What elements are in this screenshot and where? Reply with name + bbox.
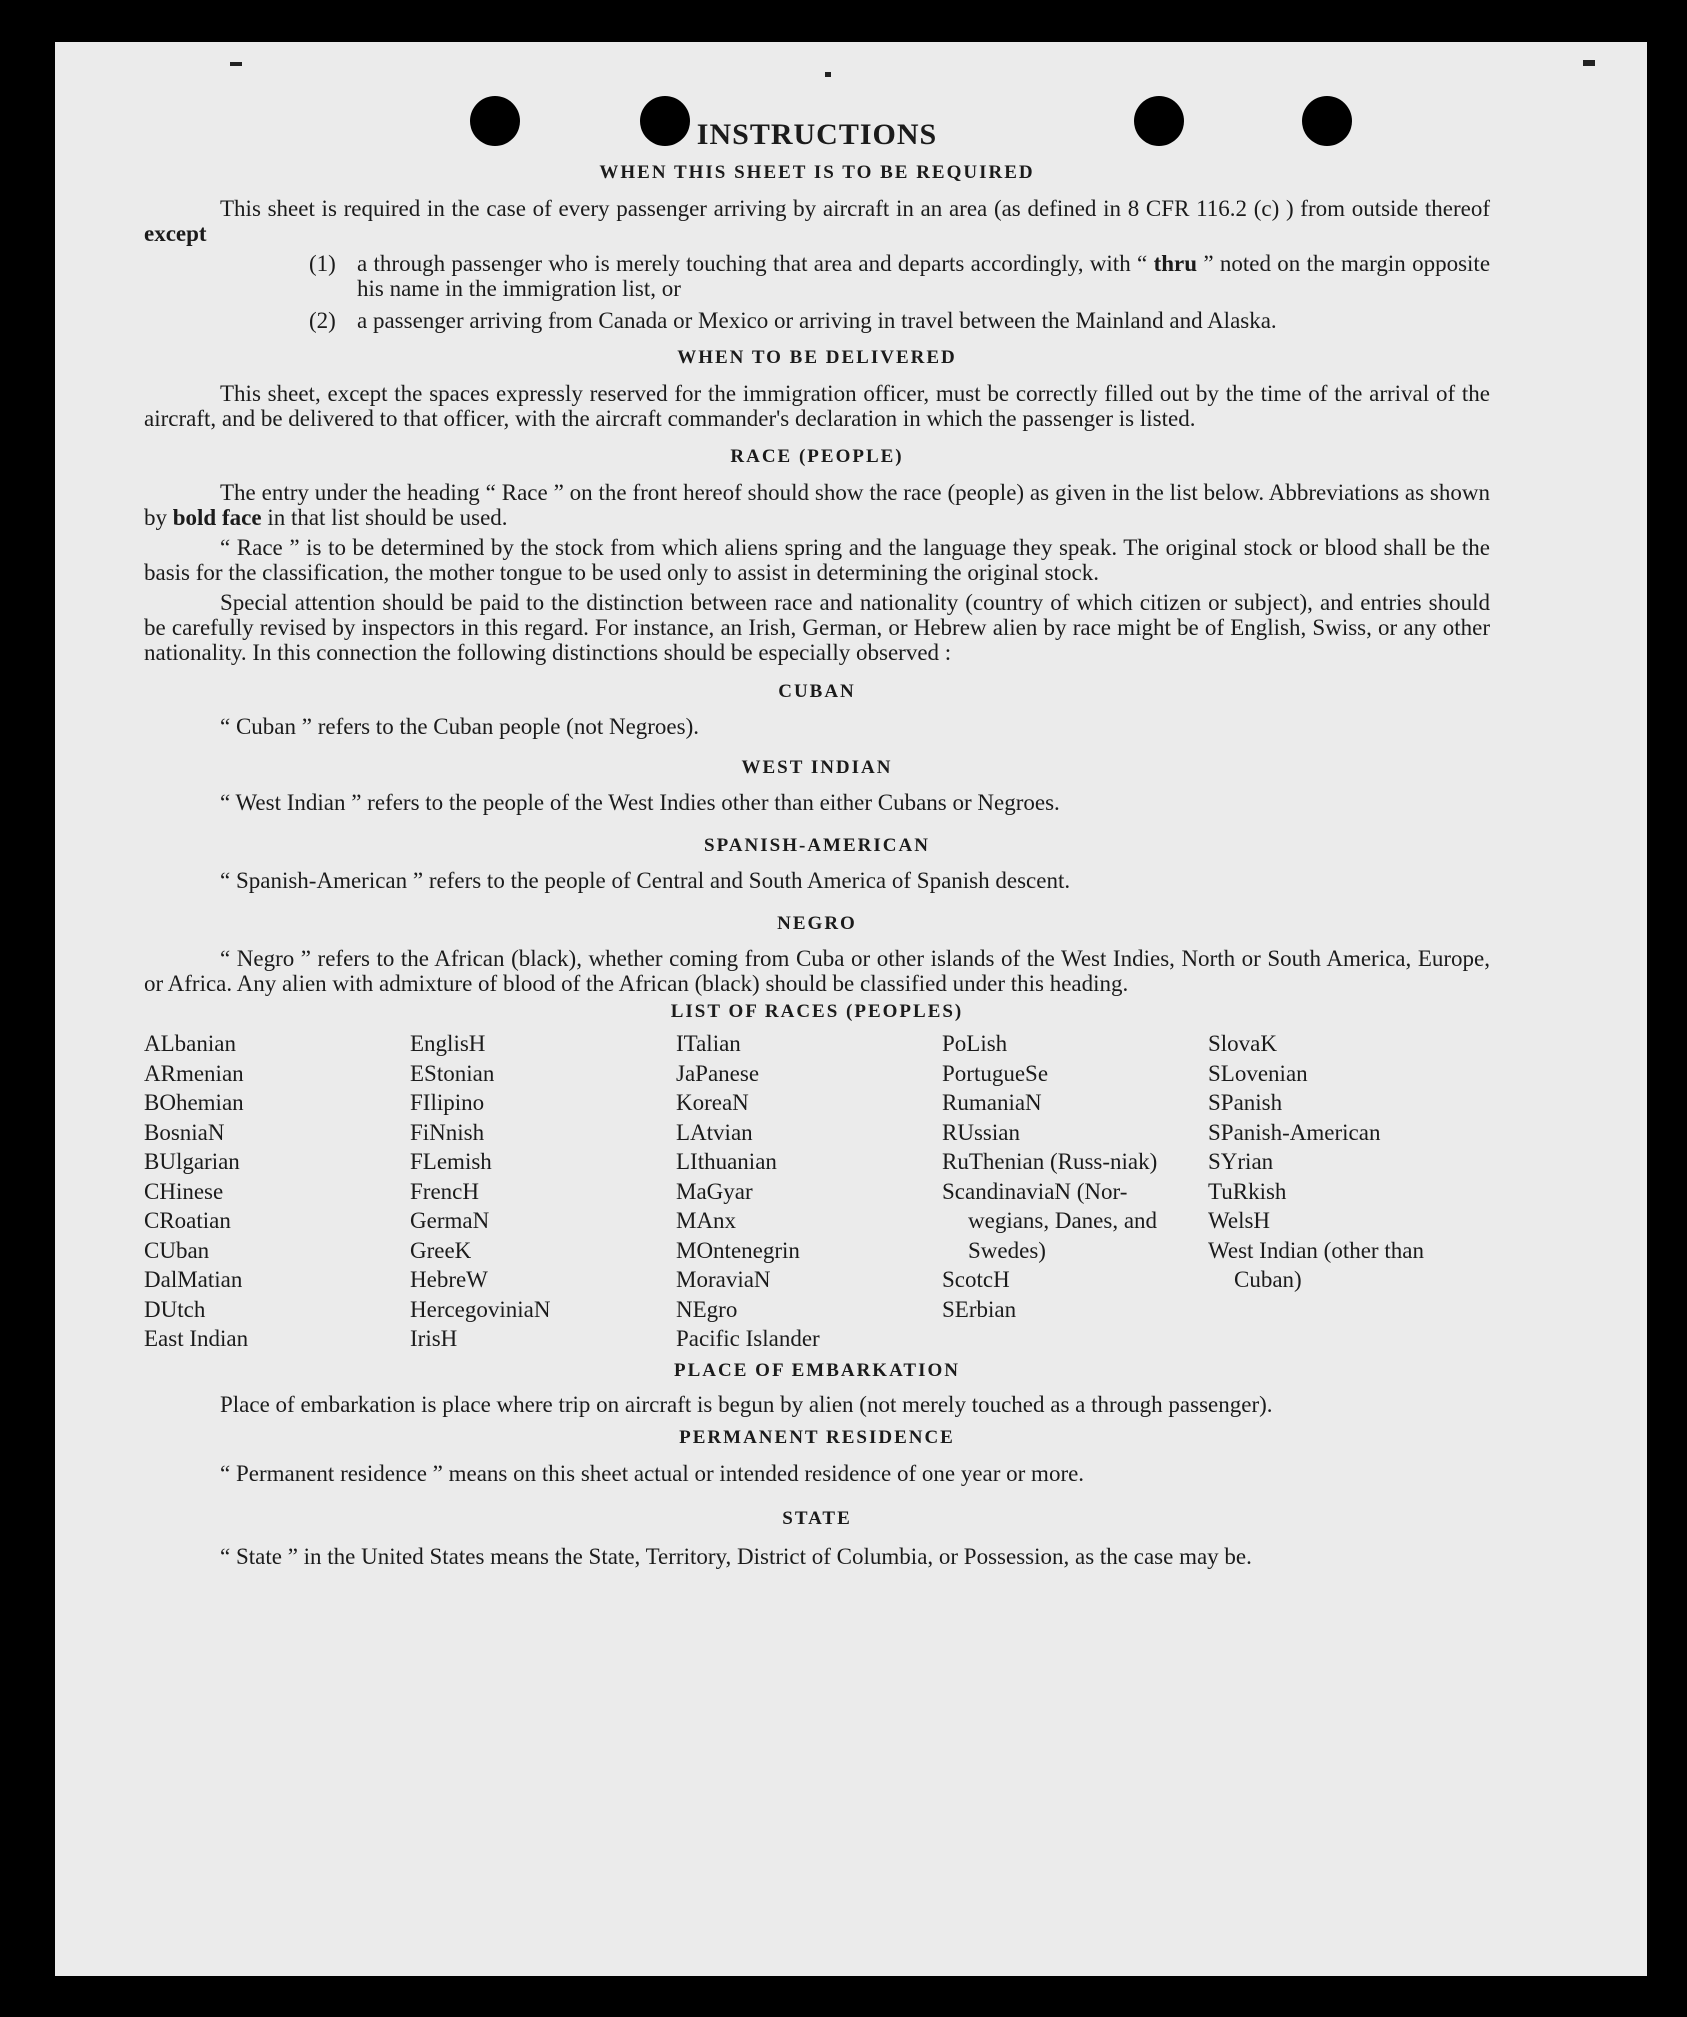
- race-entry: FLemish: [410, 1149, 492, 1174]
- race-entry: JaPanese: [676, 1060, 760, 1086]
- section-heading-delivered: WHEN TO BE DELIVERED: [677, 347, 957, 368]
- race-entry: BosniaN: [144, 1119, 225, 1145]
- race-entry: EnglisH: [410, 1031, 486, 1056]
- race-entry: SErbian: [942, 1296, 1017, 1322]
- race-entry: MoraviaN: [676, 1267, 771, 1292]
- race-entry: MAnx: [676, 1208, 737, 1233]
- list-item: (2) a passenger arriving from Canada or Mexico or arriving in travel between the Mainland and Alaska.: [309, 308, 1277, 333]
- race-entry: DalMatian: [144, 1267, 243, 1292]
- cuban-text: “ Cuban ” refers to the Cuban people (not Negroes).: [220, 714, 700, 739]
- paper-speck: [1583, 60, 1595, 66]
- instructions-content: [144, 118, 1490, 1572]
- spanish-american-text: “ Spanish-American ” refers to the people of Central and South America of Spanish descent.: [220, 868, 1071, 893]
- section-heading-embarkation: PLACE OF EMBARKATION: [674, 1359, 960, 1381]
- race-paragraph-3: Special attention should be paid to the distinction between race and nationality (country of which citizen or subject), and entries should be carefully revised by inspectors in this regard. For instance, an Irish, German, or Hebrew alien by race might be of English, Swiss, or any other nationality. In this connection the following distinctions should be especially observed :: [144, 590, 1490, 665]
- race-entry: CUban: [144, 1237, 210, 1263]
- race-paragraph-1: The entry under the heading “ Race ” on the front hereof should show the race (people) as given in the list below. Abbreviations as shown by bold face in that list should be used.: [144, 480, 1490, 530]
- race-entry: IrisH: [410, 1326, 458, 1351]
- race-entry: RumaniaN: [942, 1090, 1042, 1115]
- race-entry: ITalian: [676, 1031, 741, 1056]
- section-heading-race: RACE (PEOPLE): [730, 446, 904, 467]
- section-heading-cuban: CUBAN: [778, 681, 856, 702]
- race-paragraph-2: “ Race ” is to be determined by the stock from which aliens spring and the language they speak. The original stock or blood shall be the basis for the classification, the mother tongue to be used only to assist in determining the original stock.: [144, 535, 1490, 585]
- race-entry: LIthuanian: [676, 1149, 777, 1174]
- race-entry: ScotcH: [942, 1267, 1010, 1292]
- section-heading-spanish-american: SPANISH-AMERICAN: [704, 835, 930, 856]
- page-title: INSTRUCTIONS: [696, 118, 938, 151]
- race-entry: PortugueSe: [942, 1060, 1049, 1086]
- race-entry: FrencH: [410, 1178, 479, 1204]
- race-entry: WelsH: [1208, 1208, 1271, 1233]
- race-entry: RUssian: [942, 1119, 1020, 1145]
- race-entry: West Indian (other than Cuban): [1208, 1237, 1424, 1292]
- required-intro: This sheet is required in the case of every passenger arriving by aircraft in an area (as defined in 8 CFR 116.2 (c) ) from outside thereof except: [144, 196, 1490, 246]
- embarkation-text: Place of embarkation is place where trip on aircraft is begun by alien (not merely touched as a through passenger).: [220, 1391, 1273, 1417]
- race-entry: SPanish-American: [1208, 1119, 1381, 1145]
- state-text: “ State ” in the United States means the State, Territory, District of Columbia, or Possession, as the case may be.: [220, 1543, 1252, 1569]
- delivered-text: This sheet, except the spaces expressly reserved for the immigration officer, must be correctly filled out by the time of the arrival of the aircraft, and be delivered to that officer, with the aircraft commander's declaration in which the passenger is listed.: [144, 381, 1490, 431]
- race-entry: SLovenian: [1208, 1060, 1308, 1086]
- race-entry: TuRkish: [1208, 1178, 1287, 1204]
- race-entry: ARmenian: [144, 1060, 244, 1086]
- race-entry: NEgro: [676, 1296, 738, 1322]
- race-entry: HercegoviniaN: [410, 1296, 551, 1322]
- race-entry: HebreW: [410, 1267, 488, 1292]
- race-entry: ScandinaviaN (Nor-wegians, Danes, and Swedes): [942, 1178, 1158, 1263]
- section-heading-races-list: LIST OF RACES (PEOPLES): [670, 1001, 964, 1022]
- race-entry: MOntenegrin: [676, 1237, 800, 1263]
- races-column: [942, 1029, 1208, 1354]
- races-column: [410, 1029, 676, 1354]
- race-entry: SPanish: [1208, 1090, 1283, 1115]
- section-heading-state: STATE: [782, 1507, 852, 1529]
- section-heading-west-indian: WEST INDIAN: [741, 757, 893, 778]
- west-indian-text: “ West Indian ” refers to the people of the West Indies other than either Cubans or Negroes.: [220, 790, 1060, 815]
- race-entry: SYrian: [1208, 1149, 1274, 1174]
- races-column: [676, 1029, 942, 1354]
- race-entry: CRoatian: [144, 1208, 231, 1233]
- paper-speck: [230, 62, 242, 66]
- race-entry: FIlipino: [410, 1090, 485, 1115]
- race-entry: SlovaK: [1208, 1031, 1277, 1056]
- section-heading-negro: NEGRO: [777, 913, 857, 934]
- negro-text: “ Negro ” refers to the African (black), whether coming from Cuba or other islands of the West Indies, North or South America, Europe, or Africa. Any alien with admixture of blood of the African (black) should be classified under this heading.: [144, 946, 1490, 996]
- race-entry: East Indian: [144, 1326, 249, 1351]
- race-entry: BOhemian: [144, 1090, 244, 1115]
- race-entry: FiNnish: [410, 1119, 485, 1145]
- races-column: [1208, 1029, 1474, 1354]
- section-heading-residence: PERMANENT RESIDENCE: [679, 1426, 955, 1448]
- race-entry: ALbanian: [144, 1031, 236, 1056]
- races-column: [144, 1029, 410, 1354]
- race-entry: LAtvian: [676, 1119, 753, 1145]
- race-entry: DUtch: [144, 1296, 206, 1322]
- race-entry: GermaN: [410, 1208, 490, 1233]
- list-item: (1) a through passenger who is merely touching that area and departs accordingly, with “ thru ” noted on the margin opposite his name in the immigration list, or: [309, 251, 1491, 301]
- race-entry: Pacific Islander: [676, 1326, 820, 1351]
- races-list: [144, 1029, 1490, 1354]
- race-entry: CHinese: [144, 1178, 224, 1204]
- race-entry: BUlgarian: [144, 1149, 240, 1174]
- section-heading-required: WHEN THIS SHEET IS TO BE REQUIRED: [599, 162, 1035, 183]
- residence-text: “ Permanent residence ” means on this sheet actual or intended residence of one year or more.: [220, 1460, 1085, 1486]
- race-entry: EStonian: [410, 1060, 495, 1086]
- race-entry: RuThenian (Russ-niak): [942, 1149, 1158, 1174]
- race-entry: GreeK: [410, 1237, 472, 1263]
- race-entry: PoLish: [942, 1031, 1008, 1056]
- paper-speck: [825, 72, 831, 77]
- race-entry: KoreaN: [676, 1090, 749, 1115]
- race-entry: MaGyar: [676, 1178, 753, 1204]
